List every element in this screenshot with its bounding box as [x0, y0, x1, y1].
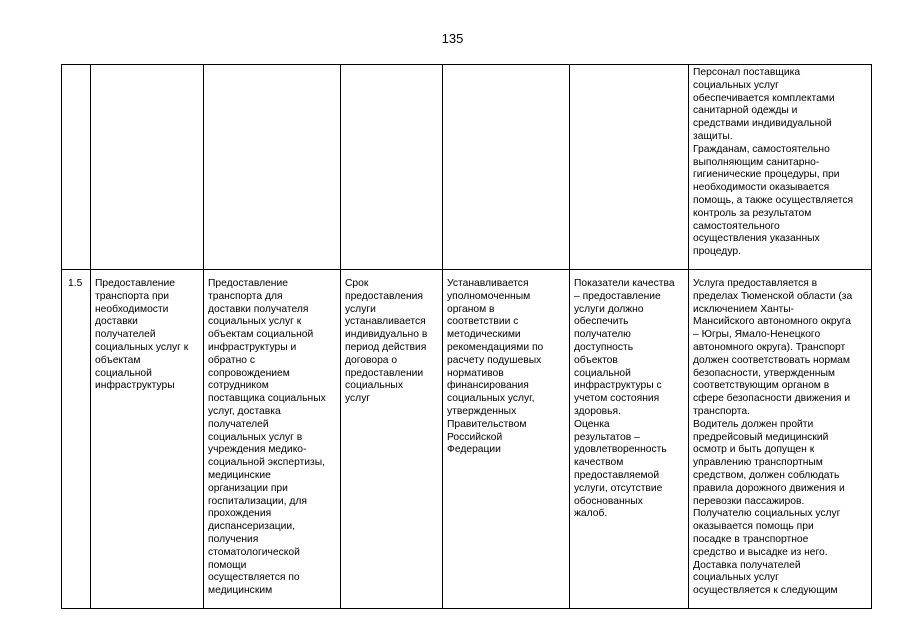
table-cell-quality: Показатели качества – предоставление услуги должно обеспечить получателю доступность объектов социальной инфраструктуры с учетом состояния здоровья. Оценка результатов – удовлетворенность качеством предоставляемой услуги, отсутствие обоснованных жалоб. [570, 270, 689, 609]
table-cell-conditions: Персонал поставщика социальных услуг обеспечивается комплектами санитарной одежды и средствами индивидуальной защиты. Гражданам, самостоятельно выполняющим санитарно- гигиенические процедуры, при необходимости оказывается помощь, а также осуществляется контроль за результатом самостоятельного осуществления указанных процедур. [689, 65, 872, 270]
services-table [61, 64, 872, 609]
table-cell-funding: Устанавливается уполномоченным органом в соответствии с методическими рекомендациями по расчету подушевых нормативов финансирования социальных услуг, утвержденных Правительством Российской Федерации [443, 270, 570, 609]
table-cell-funding [443, 65, 570, 270]
table-cell-description: Предоставление транспорта для доставки получателя социальных услуг к объектам социальной инфраструктуры и обратно с сопровождением сотрудником поставщика социальных услуг, доставка получателей социальных услуг в учреждения медико- социальной экспертизы, медицинские организации при госпитализации, для прохождения диспансеризации, получения стоматологической помощи осуществляется по медицинским [204, 270, 341, 609]
table-cell-description [204, 65, 341, 270]
table-cell-quality [570, 65, 689, 270]
table-cell-number [62, 65, 91, 270]
table-cell-term: Срок предоставления услуги устанавливается индивидуально в период действия договора о предоставлении социальных услуг [341, 270, 443, 609]
table-cell-term [341, 65, 443, 270]
table-cell-conditions: Услуга предоставляется в пределах Тюменской области (за исключением Ханты- Мансийского автономного округа – Югры, Ямало-Ненецкого автономного округа). Транспорт должен соответствовать нормам безопасности, утвержденным соответствующим органом в сфере безопасности движения и транспорта. Водитель должен пройти предрейсовый медицинский осмотр и быть допущен к управлению транспортным средством, должен соблюдать правила дорожного движения и перевозки пассажиров. Получателю социальных услуг оказывается помощь при посадке в транспортное средство и высадке из него. Доставка получателей социальных услуг осуществляется к следующим [689, 270, 872, 609]
page-number: 135 [441, 31, 464, 46]
table-row [62, 65, 872, 270]
table-cell-service-name [91, 65, 204, 270]
table-row [62, 270, 872, 609]
table-cell-service-name: Предоставление транспорта при необходимости доставки получателей социальных услуг к объектам социальной инфраструктуры [91, 270, 204, 609]
table-cell-number: 1.5 [62, 270, 91, 609]
